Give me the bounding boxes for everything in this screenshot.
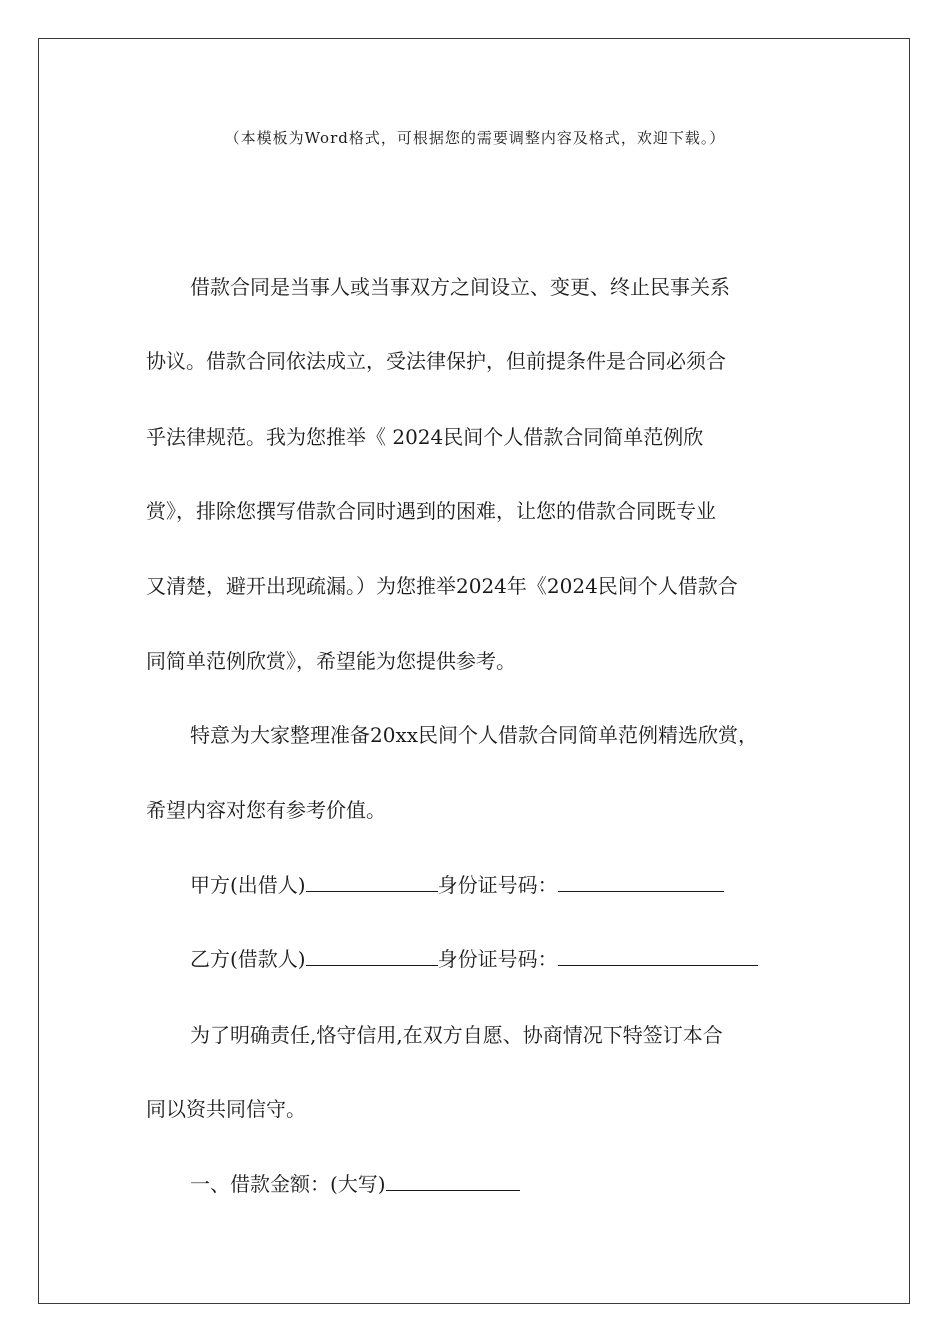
template-note: （本模板为Word格式，可根据您的需要调整内容及格式，欢迎下载。） bbox=[224, 129, 726, 147]
party-b-id-label: 身份证号码： bbox=[437, 947, 558, 971]
paragraph-line: 借款合同是当事人或当事双方之间设立、变更、终止民事关系 bbox=[190, 275, 730, 299]
section-1-label: 一、借款金额：(大写) bbox=[190, 1172, 386, 1196]
paragraph-line: 协议。借款合同依法成立，受法律保护，但前提条件是合同必须合 bbox=[146, 349, 726, 373]
party-a-id-blank[interactable] bbox=[558, 873, 724, 892]
paragraph-line: 特意为大家整理准备20xx民间个人借款合同简单范例精选欣赏， bbox=[190, 723, 759, 747]
party-b-label: 乙方(借款人) bbox=[190, 947, 306, 971]
party-b-id-blank[interactable] bbox=[558, 947, 758, 966]
loan-amount-blank[interactable] bbox=[386, 1172, 520, 1191]
party-a-id-label: 身份证号码： bbox=[437, 873, 558, 897]
paragraph-line: 同简单范例欣赏》，希望能为您提供参考。 bbox=[146, 649, 516, 673]
party-a-line bbox=[190, 871, 724, 899]
agreement-line: 为了明确责任,恪守信用,在双方自愿、协商情况下特签订本合 bbox=[190, 1023, 723, 1047]
party-b-line bbox=[190, 945, 758, 973]
agreement-line: 同以资共同信守。 bbox=[146, 1097, 306, 1121]
paragraph-line: 乎法律规范。我为您推举《 2024民间个人借款合同简单范例欣 bbox=[146, 425, 704, 449]
party-b-name-blank[interactable] bbox=[306, 947, 438, 966]
paragraph-line: 又清楚，避开出现疏漏。）为您推举2024年《2024民间个人借款合 bbox=[146, 574, 738, 598]
party-a-name-blank[interactable] bbox=[306, 873, 438, 892]
paragraph-line: 希望内容对您有参考价值。 bbox=[146, 798, 386, 822]
section-1-line bbox=[190, 1170, 520, 1198]
party-a-label: 甲方(出借人) bbox=[190, 873, 306, 897]
paragraph-line: 赏》，排除您撰写借款合同时遇到的困难，让您的借款合同既专业 bbox=[146, 499, 716, 523]
